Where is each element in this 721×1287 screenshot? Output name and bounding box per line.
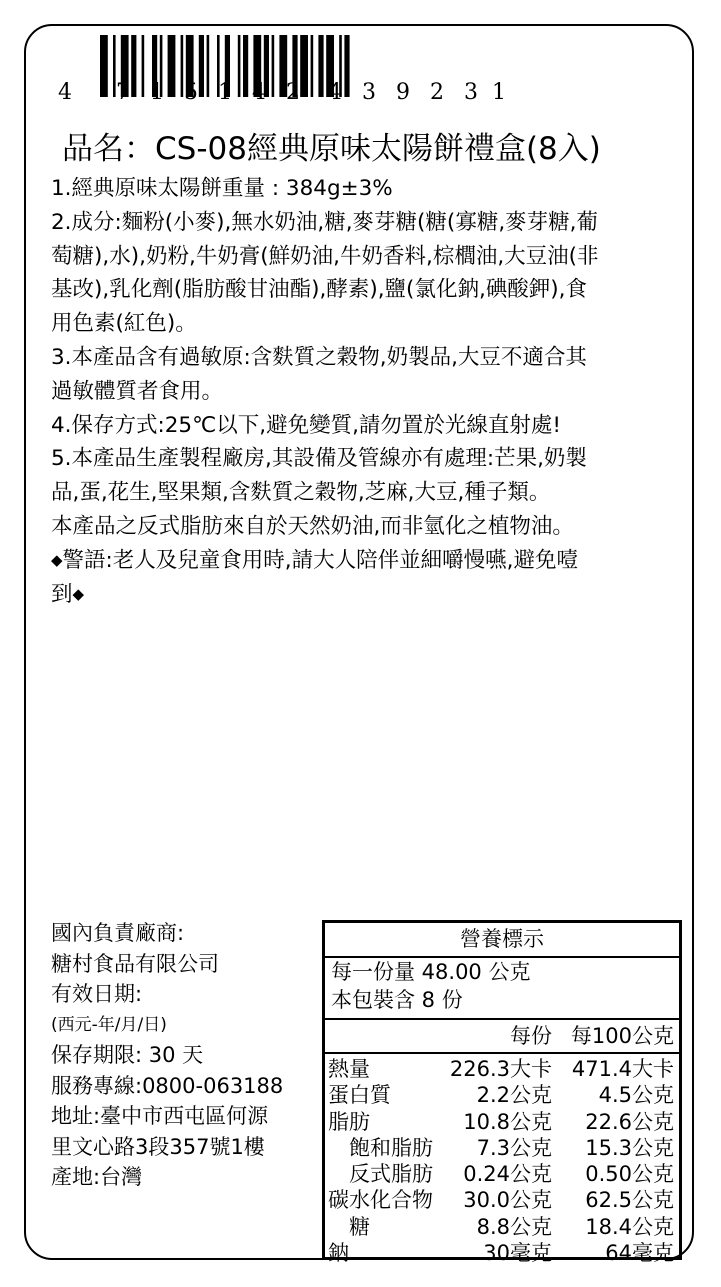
per-100g-value: 4.5公克	[598, 1083, 674, 1108]
nutrient-label: 鈉	[328, 1241, 349, 1266]
per-serving-value: 10.8公克	[463, 1109, 552, 1134]
body-line: 4.保存方式:25℃以下,避免變質,請勿置於光線直射處!	[51, 412, 562, 438]
barcode-digit: 4	[58, 80, 72, 105]
barcode-digits	[58, 80, 518, 110]
warning-line	[51, 578, 676, 612]
per-100g-value: 15.3公克	[585, 1135, 674, 1160]
nutrition-row	[325, 1240, 679, 1266]
nutrition-row	[325, 1135, 679, 1161]
column-per-serving: 每份	[510, 1024, 552, 1048]
nutrient-label: 飽和脂肪	[328, 1135, 433, 1160]
barcode-digit: 2	[286, 80, 300, 105]
barcode-digit: 1	[218, 80, 232, 105]
company-info	[51, 918, 321, 1193]
body-line: 3.本產品含有過敏原:含麩質之穀物,奶製品,大豆不適合其	[51, 344, 587, 370]
body-line: 用色素(紅色)。	[51, 311, 197, 337]
manufacturer-name: 糖村食品有限公司	[51, 951, 219, 976]
expiry-label: 有效日期:	[51, 982, 143, 1006]
per-100g-value: 22.6公克	[585, 1109, 674, 1134]
nutrition-row	[325, 1082, 679, 1108]
per-serving-value: 2.2公克	[476, 1083, 552, 1108]
nutrient-label: 蛋白質	[328, 1083, 391, 1108]
nutrition-column-headers	[325, 1020, 679, 1054]
nutrient-label: 脂肪	[328, 1109, 370, 1134]
nutrition-row	[325, 1214, 679, 1240]
body-line: 萄糖),水),奶粉,牛奶膏(鮮奶油,牛奶香料,棕櫚油,大豆油(非	[51, 243, 599, 269]
barcode-digit: 3	[464, 80, 478, 105]
nutrition-row	[325, 1161, 679, 1187]
warning-text: 到	[51, 581, 73, 607]
barcode-digit: 9	[396, 80, 410, 105]
per-serving-value: 0.24公克	[463, 1162, 552, 1187]
barcode-digit: 4	[252, 80, 266, 105]
barcode-digit: 2	[430, 80, 444, 105]
barcode-digit: 7	[116, 80, 130, 105]
shelf-life: 保存期限: 30 天	[51, 1043, 204, 1067]
manufacturer-label: 國內負責廠商:	[51, 921, 185, 945]
per-100g-value: 62.5公克	[585, 1188, 674, 1213]
product-description	[51, 172, 676, 611]
per-serving-value: 30.0公克	[463, 1188, 552, 1213]
nutrient-label: 熱量	[328, 1057, 370, 1081]
serving-info	[325, 958, 679, 1020]
body-line: 2.成分:麵粉(小麥),無水奶油,糖,麥芽糖(糖(寡糖,麥芽糖,葡	[51, 209, 598, 235]
per-serving-value: 226.3大卡	[449, 1057, 552, 1081]
service-hotline: 服務專線:0800-063188	[51, 1073, 284, 1098]
per-100g-value: 18.4公克	[585, 1214, 674, 1239]
nutrition-title: 營養標示	[325, 923, 679, 958]
nutrition-row	[325, 1109, 679, 1135]
body-line: 1.經典原味太陽餅重量 : 384g±3%	[51, 176, 393, 201]
serving-size: 每一份量 48.00 公克	[331, 960, 531, 984]
body-line: 品,蛋,花生,堅果類,含麩質之穀物,芝麻,大豆,種子類。	[51, 480, 551, 506]
per-100g-value: 471.4大卡	[571, 1057, 674, 1081]
product-title: 品名：CS-08經典原味太陽餅禮盒(8入)	[62, 131, 601, 167]
per-100g-value: 64毫克	[605, 1241, 674, 1266]
barcode-digit: 5	[184, 80, 198, 105]
nutrient-label: 反式脂肪	[328, 1162, 433, 1187]
nutrition-rows	[325, 1054, 679, 1266]
column-per-100g: 每100公克	[570, 1024, 674, 1048]
warning-line	[51, 544, 676, 578]
nutrition-row	[325, 1187, 679, 1213]
address-line: 里文心路3段357號1樓	[51, 1134, 265, 1159]
body-line: 本產品之反式脂肪來自於天然奶油,而非氫化之植物油。	[51, 513, 574, 539]
per-serving-value: 8.8公克	[476, 1214, 552, 1239]
servings-per-package: 本包裝含 8 份	[331, 988, 463, 1012]
barcode-digit: 1	[150, 80, 164, 105]
diamond-icon: ◆	[72, 584, 85, 603]
barcode-digit: 3	[362, 80, 376, 105]
barcode-digit: 4	[328, 80, 342, 105]
warning-text: 警語:老人及兒童食用時,請大人陪伴並細嚼慢嚥,避免噎	[62, 547, 578, 573]
per-serving-value: 30毫克	[483, 1241, 552, 1266]
per-100g-value: 0.50公克	[585, 1162, 674, 1187]
body-line: 基改),乳化劑(脂肪酸甘油酯),酵素),鹽(氯化鈉,碘酸鉀),食	[51, 277, 588, 303]
body-line: 5.本產品生產製程廠房,其設備及管線亦有處理:芒果,奶製	[51, 446, 587, 472]
address-line: 地址:臺中市西屯區何源	[51, 1104, 269, 1128]
origin: 產地:台灣	[51, 1165, 143, 1189]
barcode-digit: 1	[492, 80, 506, 105]
nutrient-label: 碳水化合物	[328, 1188, 433, 1213]
expiry-format: (西元-年/月/日)	[51, 1014, 167, 1035]
per-serving-value: 7.3公克	[476, 1135, 552, 1160]
nutrient-label: 糖	[328, 1214, 370, 1239]
nutrition-row	[325, 1056, 679, 1082]
diamond-icon: ◆	[51, 550, 63, 569]
nutrition-table	[322, 920, 682, 1266]
body-line: 過敏體質者食用。	[51, 378, 224, 404]
